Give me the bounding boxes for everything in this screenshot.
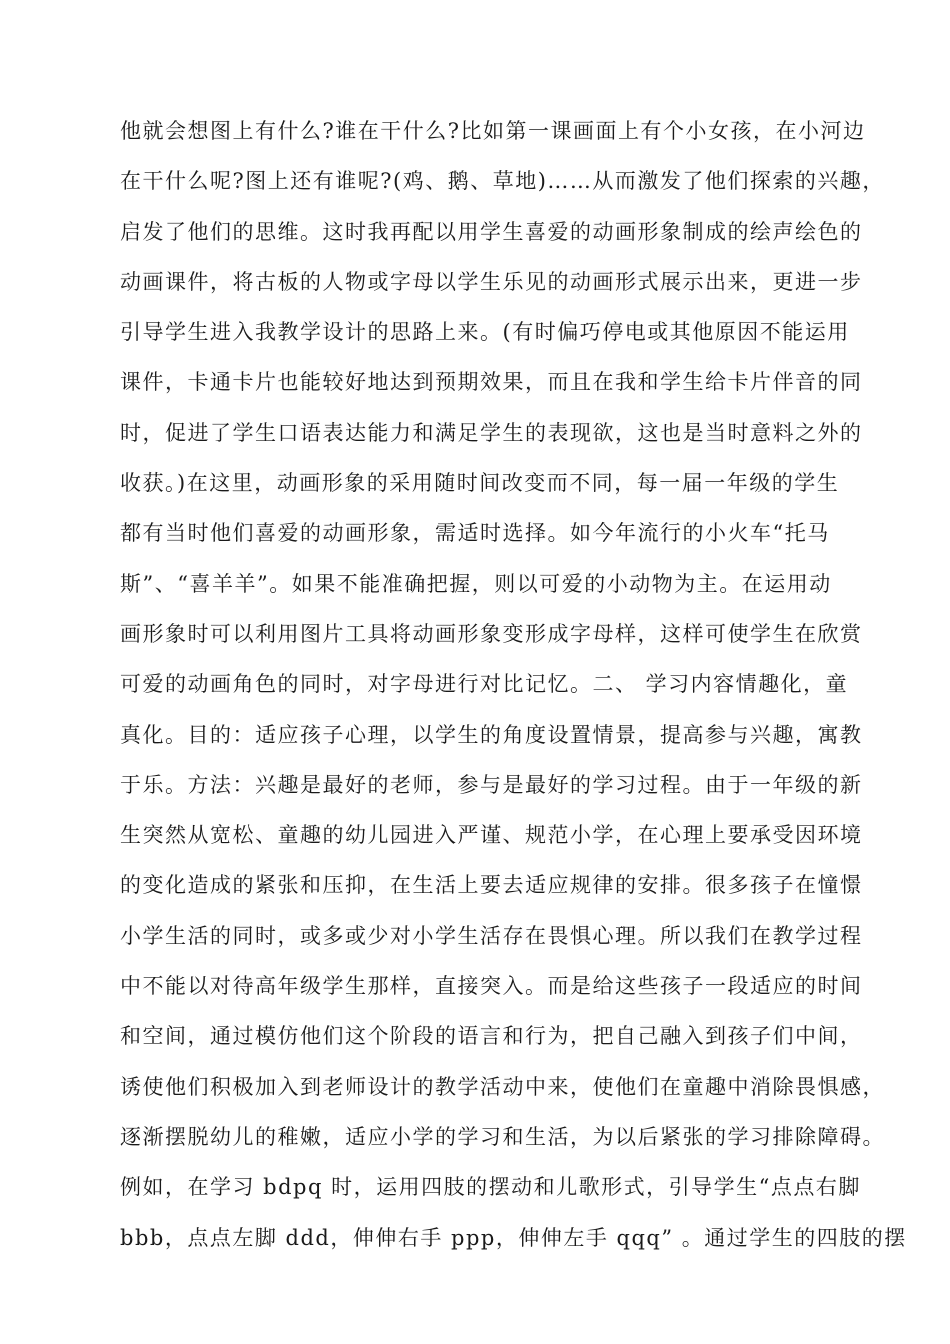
text-line-3: 启发了他们的思维。这时我再配以用学生喜爱的动画形象制成的绘声绘色的 bbox=[120, 219, 863, 244]
text-line-13: 真化。目的：适应孩子心理，以学生的角度设置情景，提高参与兴趣，寓教 bbox=[120, 722, 863, 747]
text-line-18: 中不能以对待高年级学生那样，直接突入。而是给这些孩子一段适应的时间 bbox=[120, 974, 863, 999]
text-line-6: 课件，卡通卡片也能较好地达到预期效果，而且在我和学生给卡片伴音的同 bbox=[120, 370, 863, 395]
text-line-7: 时，促进了学生口语表达能力和满足学生的表现欲，这也是当时意料之外的 bbox=[120, 420, 863, 445]
text-line-21: 逐渐摆脱幼儿的稚嫩，适应小学的学习和生活，为以后紧张的学习排除障碍。 bbox=[120, 1124, 885, 1149]
text-line-11: 画形象时可以利用图片工具将动画形象变形成字母样，这样可使学生在欣赏 bbox=[120, 621, 863, 646]
text-line-22: 例如，在学习 bdpq 时，运用四肢的摆动和儿歌形式，引导学生“点点右脚 bbox=[120, 1175, 861, 1200]
text-line-16: 的变化造成的紧张和压抑，在生活上要去适应规律的安排。很多孩子在憧憬 bbox=[120, 873, 863, 898]
body-text bbox=[120, 106, 907, 1263]
text-line-20: 诱使他们积极加入到老师设计的教学活动中来，使他们在童趣中消除畏惧感， bbox=[120, 1074, 885, 1099]
text-line-15: 生突然从宽松、童趣的幼儿园进入严谨、规范小学，在心理上要承受因环境 bbox=[120, 823, 863, 848]
text-line-4: 动画课件，将古板的人物或字母以学生乐见的动画形式展示出来，更进一步 bbox=[120, 269, 863, 294]
text-line-5: 引导学生进入我教学设计的思路上来。(有时偏巧停电或其他原因不能运用 bbox=[120, 320, 850, 345]
text-line-8: 收获。)在这里，动画形象的采用随时间改变而不同，每一届一年级的学生 bbox=[120, 471, 840, 496]
text-line-12: 可爱的动画角色的同时，对字母进行对比记忆。二、 学习内容情趣化，童 bbox=[120, 672, 849, 697]
text-line-19: 和空间，通过模仿他们这个阶段的语言和行为，把自己融入到孩子们中间， bbox=[120, 1024, 863, 1049]
text-line-14: 于乐。方法：兴趣是最好的老师，参与是最好的学习过程。由于一年级的新 bbox=[120, 772, 863, 797]
text-line-17: 小学生活的同时，或多或少对小学生活存在畏惧心理。所以我们在教学过程 bbox=[120, 923, 863, 948]
text-line-10: 斯”、“喜羊羊”。如果不能准确把握，则以可爱的小动物为主。在运用动 bbox=[120, 571, 832, 596]
text-line-9: 都有当时他们喜爱的动画形象，需适时选择。如今年流行的小火车“托马 bbox=[120, 521, 830, 546]
text-line-2: 在干什么呢?图上还有谁呢?(鸡、鹅、草地)……从而激发了他们探索的兴趣， bbox=[120, 169, 885, 194]
text-line-23: bbb，点点左脚 ddd，伸伸右手 ppp，伸伸左手 qqq” 。通过学生的四肢的摆 bbox=[120, 1225, 907, 1250]
text-line-1: 他就会想图上有什么?谁在干什么?比如第一课画面上有个小女孩，在小河边 bbox=[120, 119, 866, 143]
